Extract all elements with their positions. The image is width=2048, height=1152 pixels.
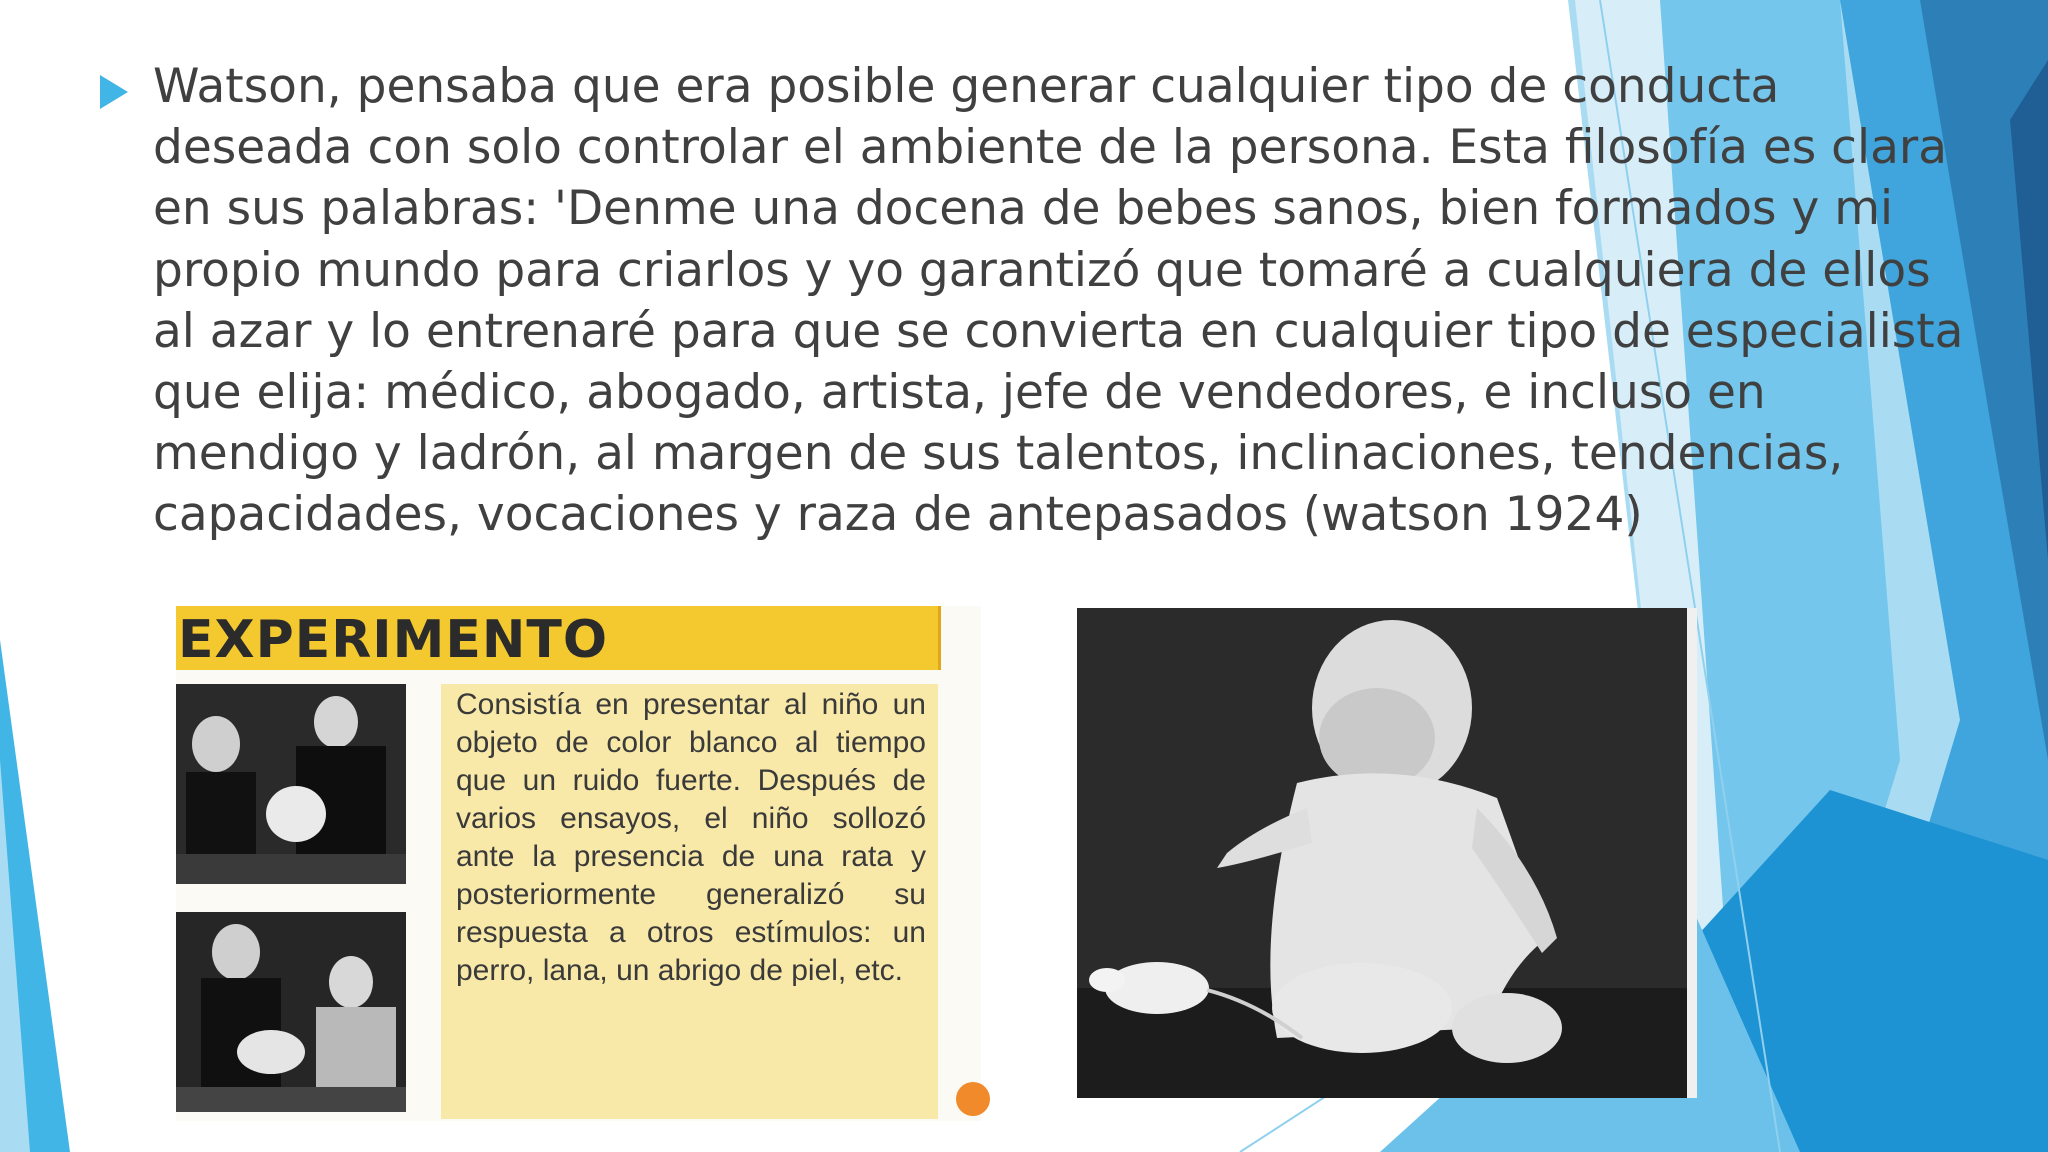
orange-dot-icon (956, 1082, 990, 1116)
photo-top-figures (176, 684, 406, 884)
experiment-text: Consistía en presentar al niño un objeto de color blanco al tiempo que un ruido fuerte. Después de varios ensayos, el niño sollozó ante la presencia de una rata y posteriormente generalizó su respuesta a otros estímulos: un perro, lana, un abrigo de piel, etc. (456, 688, 926, 987)
experiment-photo-bottom (176, 912, 406, 1112)
triangle-bullet-icon (100, 75, 128, 109)
baby-photo-illustration (1077, 608, 1687, 1098)
experiment-header (176, 606, 941, 670)
photo-bottom-figures (176, 912, 406, 1112)
body-text: Watson, pensaba que era posible generar cualquier tipo de conducta deseada con solo controlar el ambiente de la persona. Esta filosofía es clara en sus palabras: 'Denme una docena de bebes sanos, bien formados y mi propio mundo para criarlos y yo garantizó que tomaré a cualquiera de ellos al azar y lo entrenaré para que se convierta en cualquier tipo de especialista que elija: médico, abogado, artista, jefe de vendedores, e incluso en mendigo y ladrón, al margen de sus talentos, inclinaciones, tendencias, capacidades, vocaciones y raza de antepasados (watson 1924) (153, 59, 1964, 543)
experiment-title: EXPERIMENTO (178, 610, 609, 670)
baby-photo (1077, 608, 1697, 1098)
experiment-photo-top (176, 684, 406, 884)
experiment-image (176, 606, 981, 1121)
